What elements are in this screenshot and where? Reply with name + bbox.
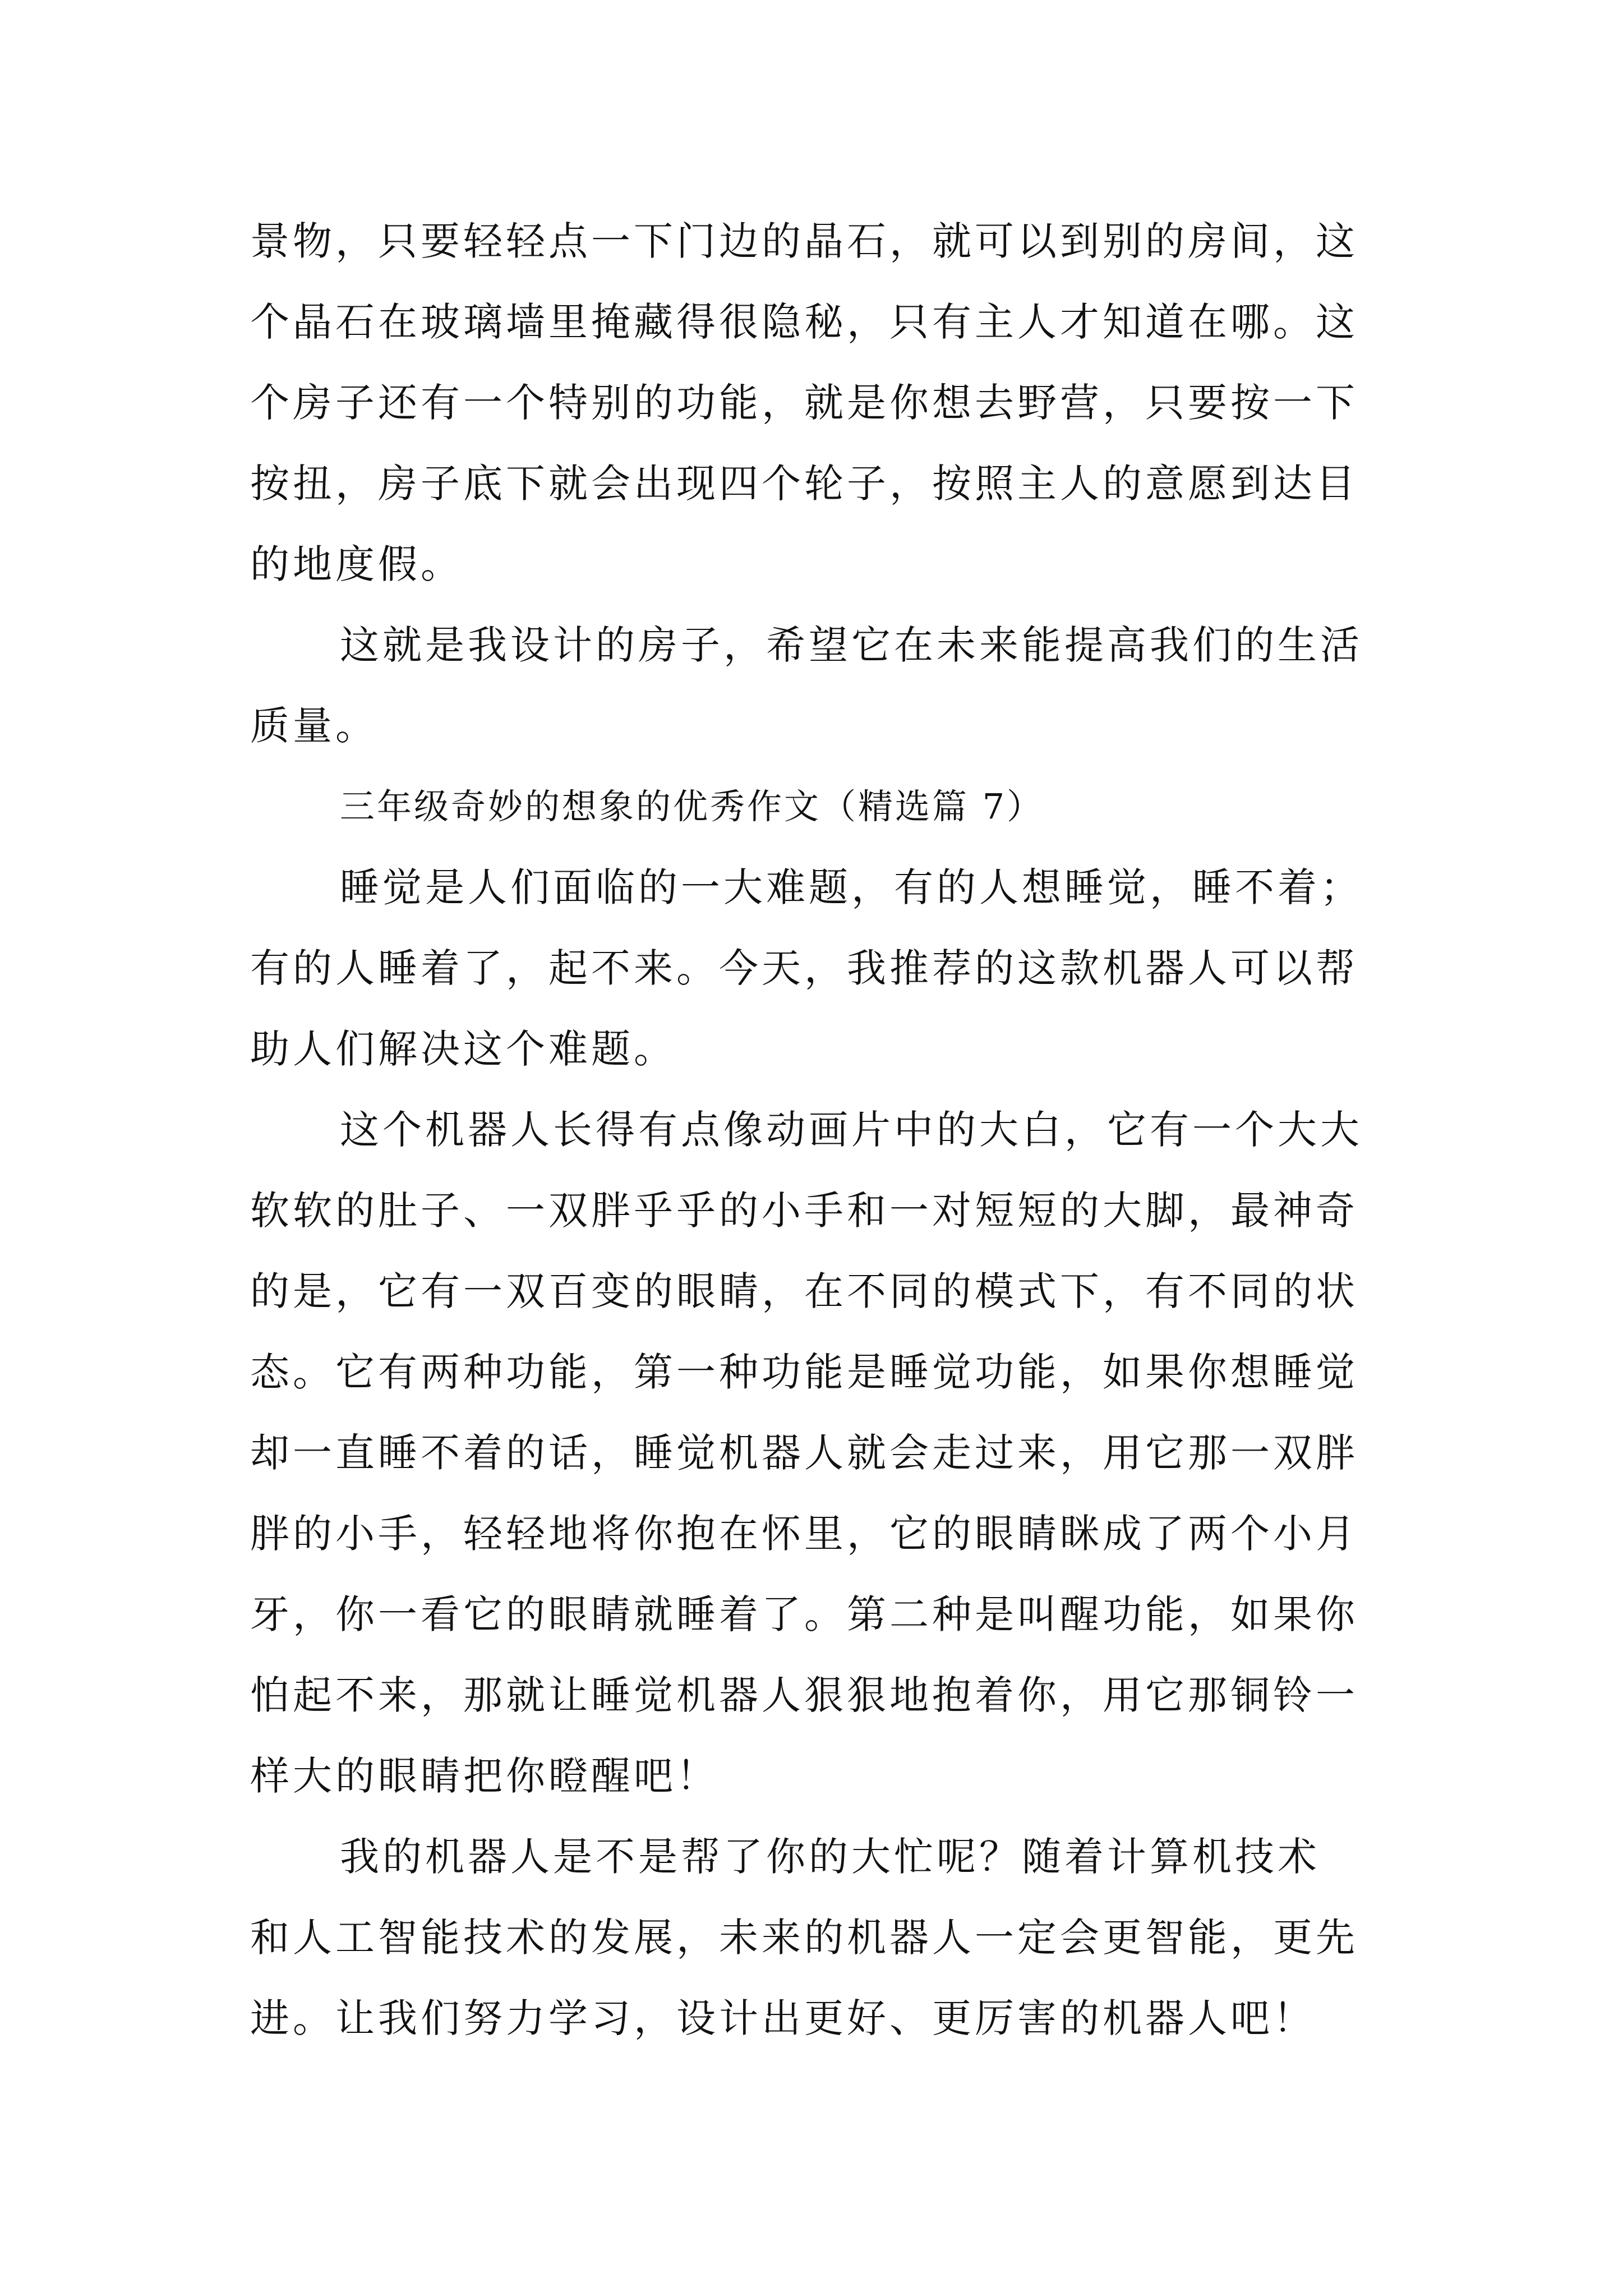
text-line: 个房子还有一个特别的功能，就是你想去野营，只要按一下	[250, 380, 1358, 426]
paragraph-start: 我的机器人是不是帮了你的大忙呢？随着计算机技术	[340, 1834, 1320, 1880]
text-line: 胖的小手，轻轻地将你抱在怀里，它的眼睛眯成了两个小月	[250, 1511, 1358, 1557]
text-line: 的是，它有一双百变的眼睛，在不同的模式下，有不同的状	[250, 1268, 1358, 1314]
text-line: 按扭，房子底下就会出现四个轮子，按照主人的意愿到达目	[250, 461, 1358, 507]
text-line: 景物，只要轻轻点一下门边的晶石，就可以到别的房间，这	[250, 218, 1358, 264]
text-line: 助人们解决这个难题。	[250, 1026, 676, 1072]
text-line: 态。它有两种功能，第一种功能是睡觉功能，如果你想睡觉	[250, 1349, 1358, 1395]
text-line: 牙，你一看它的眼睛就睡着了。第二种是叫醒功能，如果你	[250, 1591, 1358, 1637]
paragraph-start: 这个机器人长得有点像动画片中的大白，它有一个大大	[340, 1107, 1363, 1153]
text-line: 样大的眼睛把你瞪醒吧！	[250, 1753, 719, 1799]
paragraph-start: 这就是我设计的房子，希望它在未来能提高我们的生活	[340, 622, 1363, 668]
text-line: 却一直睡不着的话，睡觉机器人就会走过来，用它那一双胖	[250, 1430, 1358, 1476]
text-line: 进。让我们努力学习，设计出更好、更厉害的机器人吧！	[250, 1995, 1316, 2041]
section-heading: 三年级奇妙的想象的优秀作文（精选篇 7）	[340, 786, 1044, 827]
text-line: 质量。	[250, 703, 378, 749]
text-line: 和人工智能技术的发展，未来的机器人一定会更智能，更先	[250, 1915, 1358, 1961]
text-line: 怕起不来，那就让睡觉机器人狠狠地抱着你，用它那铜铃一	[250, 1672, 1358, 1718]
text-line: 的地度假。	[250, 541, 463, 587]
text-line: 软软的肚子、一双胖乎乎的小手和一对短短的大脚，最神奇	[250, 1188, 1358, 1234]
text-line: 有的人睡着了，起不来。今天，我推荐的这款机器人可以帮	[250, 945, 1358, 991]
paragraph-start: 睡觉是人们面临的一大难题，有的人想睡觉，睡不着；	[340, 864, 1363, 910]
document-body	[250, 201, 1394, 2059]
text-line: 个晶石在玻璃墙里掩藏得很隐秘，只有主人才知道在哪。这	[250, 299, 1358, 345]
